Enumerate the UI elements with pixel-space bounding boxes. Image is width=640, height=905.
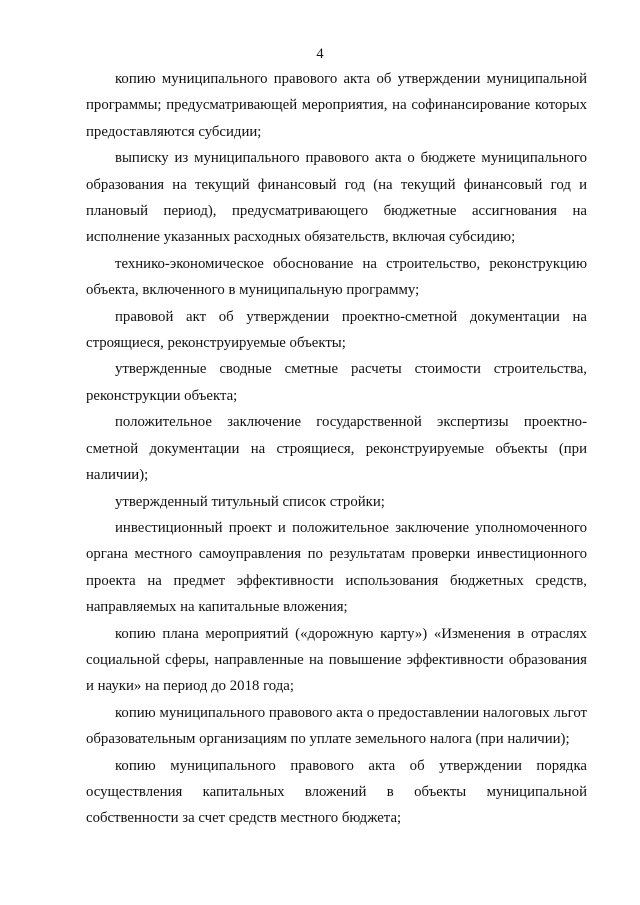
page-number: 4	[316, 46, 324, 62]
paragraph-tax-benefits: копию муниципального правового акта о предоставлении налоговых льгот образовательным организациям по уплате земельного налога (при наличии);	[86, 704, 587, 748]
paragraph-design-documentation-act: правовой акт об утверждении проектно-сметной документации на строящиеся, реконструируемые объекты;	[86, 308, 587, 352]
paragraph-investment-project: инвестиционный проект и положительное заключение уполномоченного органа местного самоуправления по результатам проверки инвестиционного проекта на предмет эффективности использования бюджетных средств, направляемых на капитальные вложения;	[86, 519, 587, 616]
paragraph-cost-estimates: утвержденные сводные сметные расчеты стоимости строительства, реконструкции объекта;	[86, 361, 587, 404]
paragraph-capital-investment-procedure: копию муниципального правового акта об утверждении порядка осуществления капитальных вложений в объекты муниципальной собственности за счет средств местного бюджета;	[86, 757, 587, 827]
paragraph-budget-extract: выписку из муниципального правового акта о бюджете муниципального образования на текущий финансовый год (на текущий финансовый год и плановый период), предусматривающего бюджетные ассигнования на исполнение указанных расходных обязательств, включая субсидию;	[86, 150, 587, 246]
document-body	[86, 66, 587, 832]
paragraph-feasibility-study: технико-экономическое обоснование на строительство, реконструкцию объекта, включенного в муниципальную программу;	[86, 255, 587, 299]
paragraph-municipal-program-act: копию муниципального правового акта об утверждении муниципальной программы; предусматривающей мероприятия, на софинансирование которых предоставляются субсидии;	[86, 71, 587, 140]
paragraph-title-list: утвержденный титульный список стройки;	[115, 493, 385, 510]
paragraph-roadmap: копию плана мероприятий («дорожную карту») «Изменения в отраслях социальной сферы, направленные на повышение эффективности образования и науки» на период до 2018 года;	[86, 625, 587, 695]
paragraph-state-expertise: положительное заключение государственной экспертизы проектно-сметной документации на строящиеся, реконструируемые объекты (при наличии);	[86, 414, 587, 484]
